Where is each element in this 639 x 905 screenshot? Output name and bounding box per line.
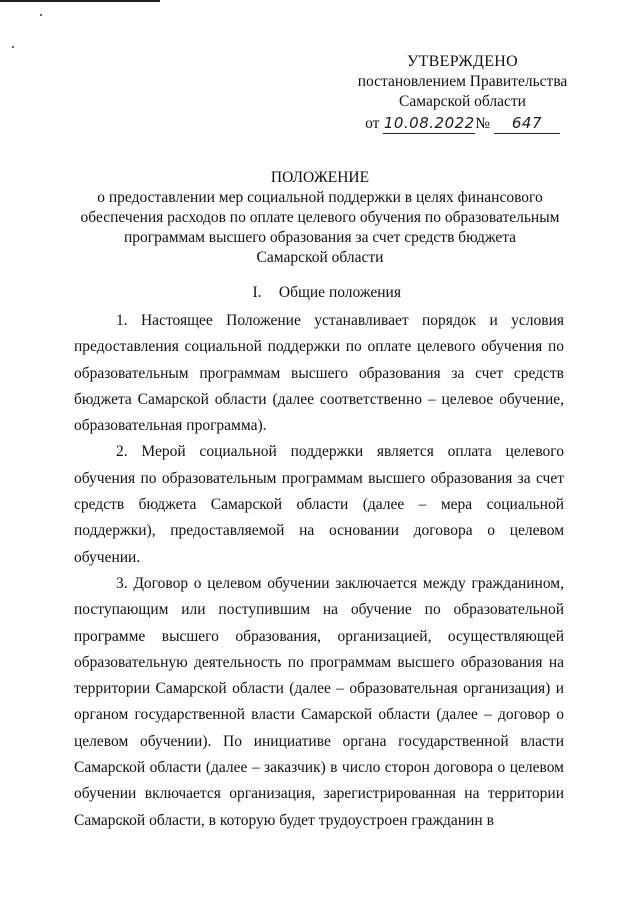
approval-date-handwritten: 10.08.2022 [383,114,475,132]
paragraph-2: 2. Мерой социальной поддержки является оплата целевого обучения по образовательным программам высшего образования за счет средств бюджета Самарской области (далее – мера социальной поддержки), предоставляемой на основании договора о целевом обучении. [74,443,564,566]
section-heading [70,284,570,302]
approval-number-handwritten: 647 [494,113,560,134]
document-title: ПОЛОЖЕНИЕ [270,169,370,186]
document-subtitle-line: обеспечения расходов по оплате целевого обучения по образовательным [80,209,560,226]
section-title: Общие положения [278,284,401,301]
scan-speck [40,14,42,16]
approval-line-2: Самарской области [399,93,526,110]
section-number: I. [252,284,262,301]
approval-date-line [350,113,575,135]
document-subtitle-line: программам высшего образования за счет средств бюджета [123,229,517,246]
approval-number-label: № [475,115,491,132]
document-heading [70,168,570,268]
document-subtitle-line: о предоставлении мер социальной поддержки в целях финансового [97,189,543,206]
document-body [74,308,564,834]
approval-line-1: постановлением Правительства [357,73,568,90]
approval-stamp-block [350,52,575,135]
paragraph-3: 3. Договор о целевом обучении заключается между гражданином, поступающим или поступившим на обучение по образовательной программе высшего образования, организацией, осуществляющей образовательную деятельность по программам высшего образования на территории Самарской области (далее – образовательная организация) и органом государственной власти Самарской области (далее – договор о целевом обучении). По инициативе органа государственной власти Самарской области (далее – заказчик) в число сторон договора о целевом обучении включается организация, зарегистрированная на территории Самарской области, в которую будет трудоустроен гражданин в [74,574,564,829]
paragraph-1: 1. Настоящее Положение устанавливает порядок и условия предоставления социальной поддержки по оплате целевого обучения по образовательным программам высшего образования за счет средств бюджета Самарской области (далее соответственно – целевое обучение, образовательная программа). [74,312,564,435]
approval-prefix: от [365,115,380,132]
scan-edge-line [0,0,160,2]
scan-speck [12,46,14,48]
document-subtitle-line: Самарской области [256,249,384,266]
approval-title: УТВЕРЖДЕНО [406,53,518,70]
